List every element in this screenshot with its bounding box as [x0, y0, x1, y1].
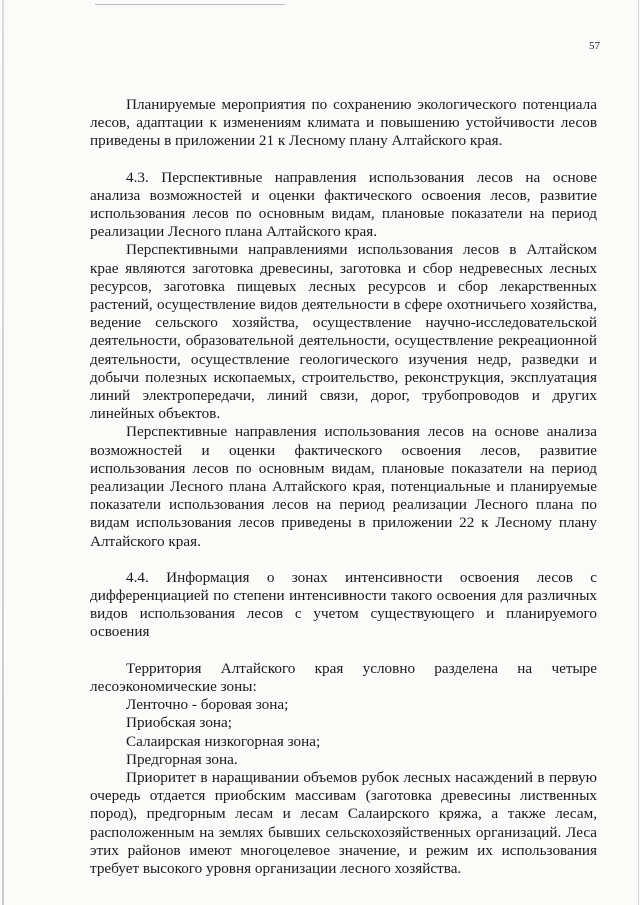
paragraph-appendix-22: Перспективные направления использования лесов на основе анализа возможностей и оценки фактического освоения лесов, развитие использования лесов по основным видам, плановые показатели на период реализации Лесного плана Алтайского края, потенциальные и планируемые показатели использования лесов на период реализации Лесного плана по видам использования лесов приведены в приложении 22 к Лесному плану Алтайского края. — [90, 423, 597, 550]
scan-artifact-left — [2, 0, 4, 905]
paragraph-zones-intro: Территория Алтайского края условно разделена на четыре лесоэкономические зоны: — [90, 659, 597, 695]
paragraph-priority: Приоритет в наращивании объемов рубок лесных насаждений в первую очередь отдается приобским массивам (заготовка древесины лиственных пород), предгорным лесам и лесам Салаирского кряжа, а также лесам, расположенным на землях бывших сельскохозяйственных организаций. Леса этих районов имеют многоцелевое значение, и режим их использования требует высокого уровня организации лесного хозяйства. — [90, 768, 597, 877]
scan-artifact-top — [95, 4, 285, 5]
zone-list-item: Салаирская низкогорная зона; — [126, 732, 321, 750]
section-heading-4-4: 4.4. Информация о зонах интенсивности освоения лесов с дифференциацией по степени интенсивности такого освоения для различных видов использования лесов с учетом существующего и планируемого освоения — [90, 568, 597, 641]
document-body — [90, 96, 597, 878]
scan-artifact-right — [638, 0, 639, 905]
zone-list-item: Предгорная зона. — [126, 750, 238, 768]
paragraph-ecological-measures: Планируемые мероприятия по сохранению экологического потенциала лесов, адаптации к изменениям климата и повышению устойчивости лесов приведены в приложении 21 к Лесному плану Алтайского края. — [90, 96, 597, 150]
section-heading-4-3: 4.3. Перспективные направления использования лесов на основе анализа возможностей и оценки фактического освоения лесов, развитие использования лесов по основным видам, плановые показатели на период реализации Лесного плана Алтайского края. — [90, 168, 597, 241]
paragraph-perspective-directions: Перспективными направлениями использования лесов в Алтайском крае являются заготовка древесины, заготовка и сбор недревесных лесных ресурсов, заготовка пищевых лесных ресурсов и сбор лекарственных растений, осуществление видов деятельности в сфере охотничьего хозяйства, ведение сельского хозяйства, осуществление научно-исследовательской деятельности, образовательной деятельности, осуществление рекреационной деятельности, осуществление геологического изучения недр, разведки и добычи полезных ископаемых, строительство, реконструкция, эксплуатация линий электропередачи, линий связи, дорог, трубопроводов и других линейных объектов. — [90, 241, 597, 423]
zone-list-item: Приобская зона; — [126, 714, 233, 732]
page-number: 57 — [589, 40, 600, 52]
zone-list-item: Ленточно - боровая зона; — [126, 696, 289, 714]
